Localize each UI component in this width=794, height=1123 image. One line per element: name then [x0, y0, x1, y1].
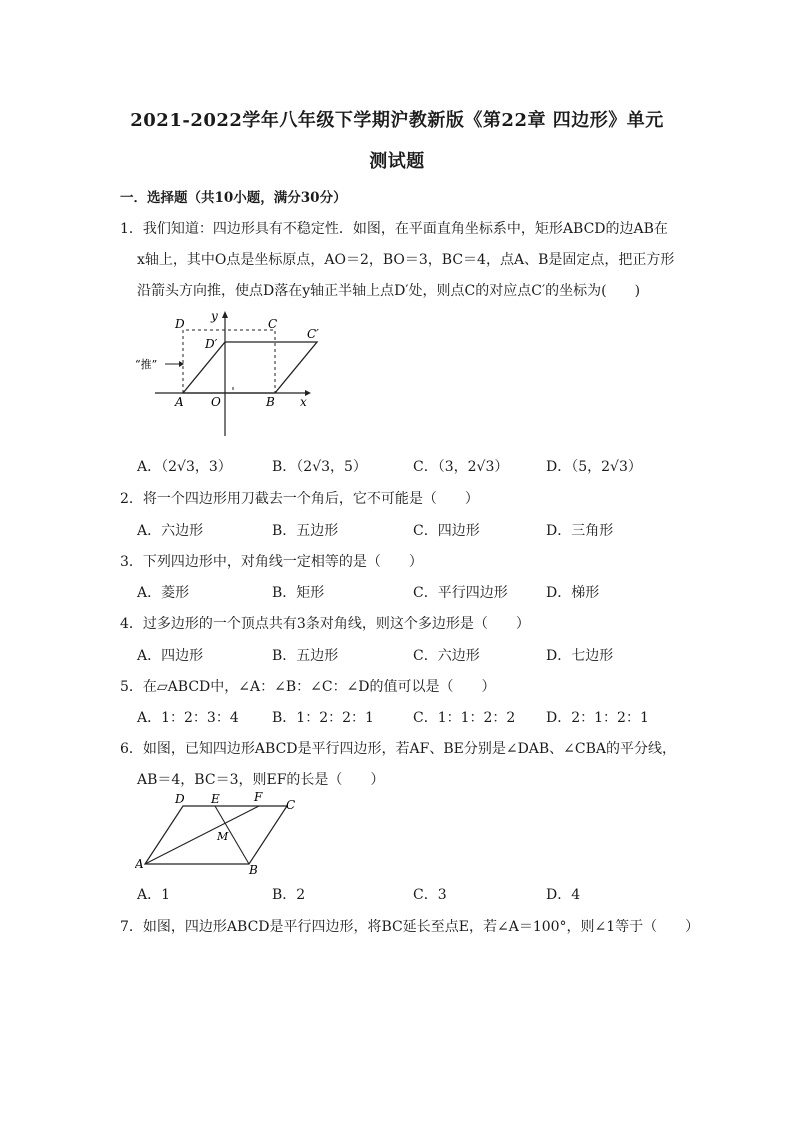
q4-option-d: D．七边形 [546, 648, 614, 664]
section-heading: 一．选择题（共10小题，满分30分） [120, 190, 347, 206]
q6-option-b: B．2 [272, 887, 306, 903]
q6-option-c: C．3 [413, 887, 447, 903]
q6-option-d: D．4 [546, 887, 581, 903]
q6-label-A: A [135, 857, 144, 871]
q1-label-x: x [300, 395, 307, 409]
q4-option-b: B．五边形 [272, 648, 339, 664]
q2-stem: 2．将一个四边形用刀截去一个角后，它不可能是（ ） [120, 491, 479, 507]
q1-label-C: C [268, 317, 278, 331]
q1-option-a: A．（2√3，3） [137, 459, 232, 475]
q5-option-c: C．1：1：2：2 [413, 710, 516, 726]
q1-parallelogram [183, 342, 317, 393]
q1-option-c: C．（3，2√3） [413, 459, 509, 475]
q5-option-d: D．2：1：2：1 [546, 710, 649, 726]
q6-option-a: A．1 [137, 887, 171, 903]
q1-line-2: x轴上，其中O点是坐标原点，AO＝2，BO＝3，BC＝4，点A、B是固定点，把正方形 [137, 252, 675, 268]
q1-option-b: B．（2√3，5） [272, 459, 367, 475]
q1-dashed-rectangle [183, 330, 275, 393]
title-line-1: 2021-2022学年八年级下学期沪教新版《第22章 四边形》单元 [130, 110, 664, 131]
q6-label-C: C [286, 798, 296, 812]
q3-stem: 3．下列四边形中，对角线一定相等的是（ ） [120, 554, 423, 570]
q6-line-1: 6．如图，已知四边形ABCD是平行四边形，若AF、BE分别是∠DAB、∠CBA的平分线， [120, 741, 677, 757]
q1-label-A: A [175, 395, 184, 409]
q7-stem: 7．如图，四边形ABCD是平行四边形，将BC延长至点E，若∠A＝100°，则∠1等于（ ） [120, 919, 700, 935]
q1-label-B: B [266, 395, 275, 409]
q6-segment-AF [145, 806, 259, 864]
q2-option-b: B．五边形 [272, 523, 339, 539]
q3-option-d: D．梯形 [546, 585, 600, 601]
q6-parallelogram [145, 806, 287, 864]
q5-option-b: B．1：2：2：1 [272, 710, 374, 726]
q1-label-push: “推” [135, 358, 158, 371]
q3-option-c: C．平行四边形 [413, 585, 508, 601]
q1-line-3: 沿箭头方向推，使点D落在y轴正半轴上点D′处，则点C的对应点C′的坐标为( ) [137, 283, 641, 299]
q5-stem: 5．在▱ABCD中，∠A：∠B：∠C：∠D的值可以是（ ） [120, 679, 496, 695]
q2-option-c: C．四边形 [413, 523, 480, 539]
q1-label-O: O [211, 395, 221, 409]
q6-label-F: F [254, 792, 263, 804]
q1-line-1: 1．我们知道：四边形具有不稳定性．如图，在平面直角坐标系中，矩形ABCD的边AB在 [120, 221, 668, 237]
q6-figure [135, 792, 305, 882]
q2-option-d: D．三角形 [546, 523, 614, 539]
q2-option-a: A．六边形 [137, 523, 204, 539]
q3-option-a: A．菱形 [137, 585, 190, 601]
q3-option-b: B．矩形 [272, 585, 325, 601]
q6-label-E: E [211, 792, 220, 806]
q6-label-D: D [175, 792, 185, 806]
q1-option-d: D．（5，2√3） [546, 459, 642, 475]
q6-label-B: B [249, 863, 258, 877]
q6-line-2: AB＝4，BC＝3，则EF的长是（ ） [137, 772, 385, 788]
q4-option-a: A．四边形 [137, 648, 204, 664]
q1-label-Cprime: C′ [307, 327, 319, 341]
q1-figure [135, 308, 335, 443]
q4-option-c: C．六边形 [413, 648, 480, 664]
title-line-2: 测试题 [369, 151, 425, 172]
q6-label-M: M [217, 830, 229, 843]
q1-y-arrow [222, 311, 228, 318]
q4-stem: 4．过多边形的一个顶点共有3条对角线，则这个多边形是（ ） [120, 616, 530, 632]
q5-option-a: A．1：2：3：4 [137, 710, 239, 726]
q1-label-D: D [175, 317, 185, 331]
q1-label-Dprime: D′ [205, 337, 218, 351]
q1-label-y: y [211, 309, 218, 323]
